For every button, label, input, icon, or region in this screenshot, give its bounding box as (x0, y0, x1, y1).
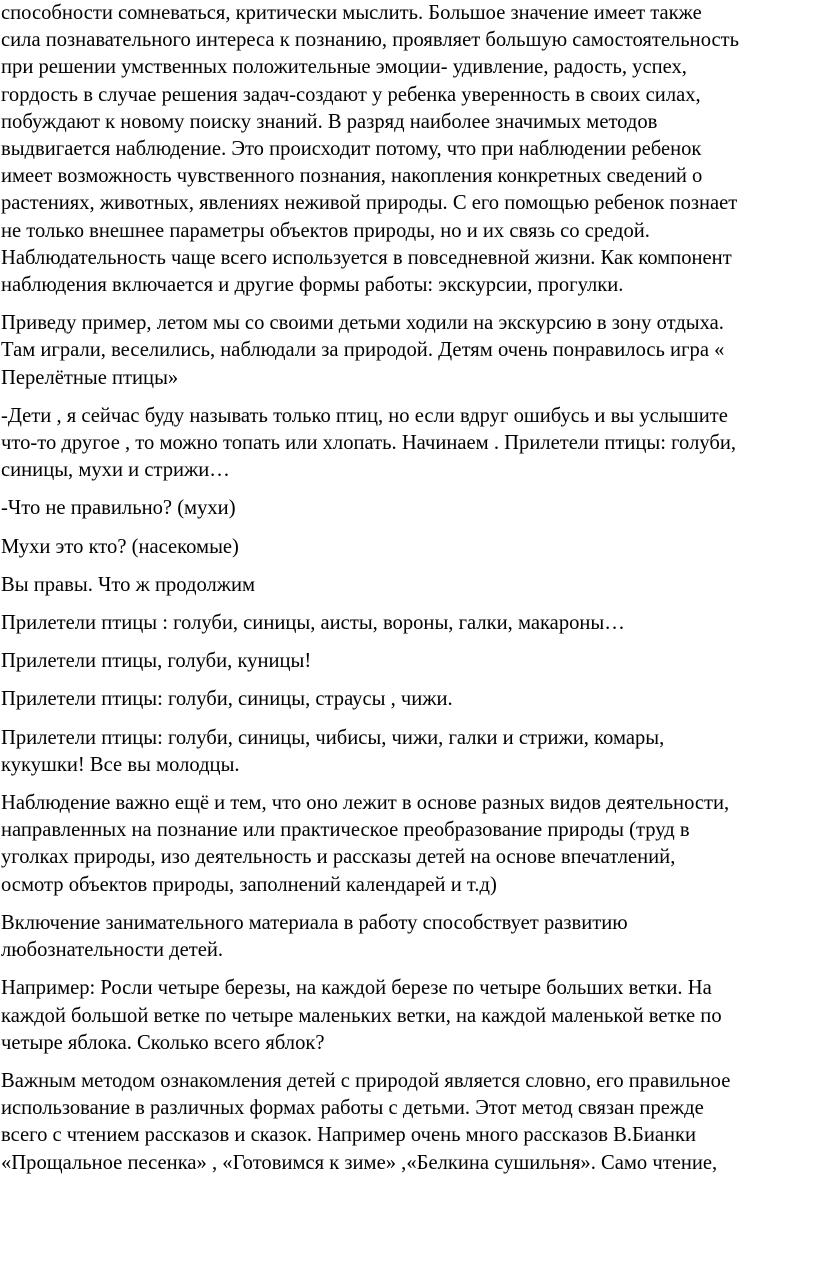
paragraph-birds-2: Прилетели птицы, голуби, куницы! (1, 650, 312, 673)
paragraph-answer: Мухи это кто? (насекомые) (1, 535, 239, 558)
paragraph-continue: Вы правы. Что ж продолжим (1, 573, 256, 596)
paragraph-birds-1: Прилетели птицы : голуби, синицы, аисты, вороны, галки, макароны… (1, 612, 625, 635)
paragraph-entertaining-material: Включение занимательного материала в работу способствует развитию любознательности детей. (1, 911, 628, 962)
paragraph-question: -Что не правильно? (мухи) (1, 497, 236, 520)
paragraph-birds-3: Прилетели птицы: голуби, синицы, страусы , чижи. (1, 688, 453, 711)
paragraph-word-method: Важным методом ознакомления детей с природой является словно, его правильное использование в различных формах работы с детьми. Этот метод связан прежде всего с чтением рассказов и сказок. Например очень много рассказов В.Бианки «Прощальное песенка» , «Готовимся к зиме» ,«Белкина сушильня». Само чтение, (1, 1069, 731, 1174)
paragraph-intro: способности сомневаться, критически мыслить. Большое значение имеет также сила познавательного интереса к познанию, проявляет большую самостоятельность при решении умственных положительные эмоции- удивление, радость, успех, гордость в случае решения задач-создают у ребенка уверенность в своих силах, побуждают к новому поиску знаний. В разряд наиболее значимых методов выдвигается наблюдение. Это происходит потому, что при наблюдении ребенок имеет возможность чувственного познания, накопления конкретных сведений о растениях, животных, явлениях неживой природы. С его помощью ребенок познает не только внешнее параметры объектов природы, но и их связь со средой. Наблюдательность чаще всего используется в повседневной жизни. Как компонент наблюдения включается и другие формы работы: экскурсии, прогулки. (1, 2, 740, 297)
document-page (1, 0, 816, 1177)
paragraph-birds-4: Прилетели птицы: голуби, синицы, чибисы, чижи, галки и стрижи, комары, кукушки! Все вы молодцы. (1, 726, 665, 776)
paragraph-example: Приведу пример, летом мы со своими детьми ходили на экскурсию в зону отдыха. Там играли, веселились, наблюдали за природой. Детям очень понравилось игра « Перелётные птицы» (1, 312, 725, 389)
paragraph-game-instructions: -Дети , я сейчас буду называть только птиц, но если вдруг ошибусь и вы услышите что-то другое , то можно топать или хлопать. Начинаем . Прилетели птицы: голуби, синицы, мухи и стрижи… (1, 404, 737, 482)
paragraph-observation: Наблюдение важно ещё и тем, что оно лежит в основе разных видов деятельности, направленных на познание или практическое преобразование природы (труд в уголках природы, изо деятельность и рассказы детей на основе впечатлений, осмотр объектов природы, заполнений календарей и т.д) (1, 792, 730, 896)
paragraph-riddle: Например: Росли четыре березы, на каждой березе по четыре больших ветки. На каждой большой ветке по четыре маленьких ветки, на каждой маленькой ветке по четыре яблока. Сколько всего яблок? (1, 977, 722, 1054)
